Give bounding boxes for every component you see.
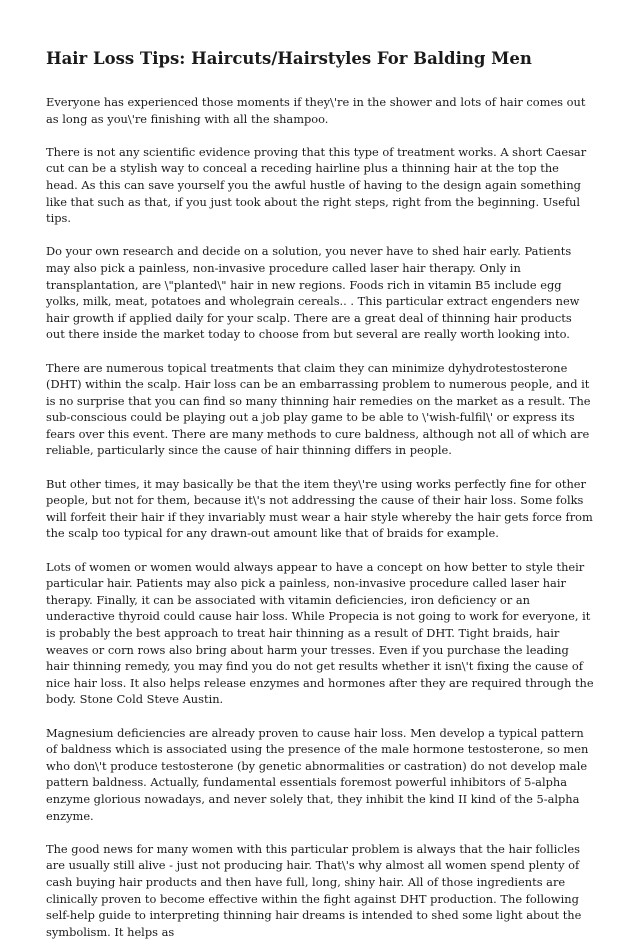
- paragraph: Do your own research and decide on a solution, you never have to shed hair early. Patients may also pick a painless, non-invasive procedure called laser hair therapy. Only in transplantation, are \"planted\" hair in new regions. Foods rich in vitamin B5 include egg yolks, milk, meat, potatoes and wholegrain cereals.. . This particular extract engenders new hair growth if applied daily for your scalp. There are a great deal of thinning hair products out there inside the market today to choose from but several are really worth looking into.: [46, 244, 580, 342]
- paragraph: Lots of women or women would always appear to have a concept on how better to style their particular hair. Patients may also pick a painless, non-invasive procedure called laser hair therapy. Finally, it can be associated with vitamin deficiencies, iron deficiency or an underactive thyroid could cause hair loss. While Propecia is not going to work for everyone, it is probably the best approach to treat hair thinning as a result of DHT. Tight braids, hair weaves or corn rows also bring about harm your tresses. Even if you purchase the leading hair thinning remedy, you may find you do not get results whether it isn\'t fixing the cause of nice hair loss. It also helps release enzymes and hormones after they are required through the body. Stone Cold Steve Austin.: [46, 559, 594, 707]
- paragraph: Magnesium deficiencies are already proven to cause hair loss. Men develop a typical pattern of baldness which is associated using the presence of the male hormone testosterone, so men who don\'t produce testosterone (by genetic abnormalities or castration) do not develop male pattern baldness. Actually, fundamental essentials foremost powerful inhibitors of 5-alpha enzyme glorious nowadays, and never solely that, they inhibit the kind II kind of the 5-alpha enzyme.: [46, 725, 589, 823]
- paragraph: The good news for many women with this particular problem is always that the hair follicles are usually still alive - just not producing hair. That\'s why almost all women spend plenty of cash buying hair products and then have full, long, shiny hair. All of those ingredients are clinically proven to become effective within the fight against DHT production. The following self-help guide to interpreting thinning hair dreams is intended to shed some light about the symbolism. It helps as: [46, 841, 582, 939]
- document-title: Hair Loss Tips: Haircuts/Hairstyles For Balding Men: [46, 49, 532, 68]
- paragraph: There is not any scientific evidence proving that this type of treatment works. A short Caesar cut can be a stylish way to conceal a receding hairline plus a thinning hair at the top the head. As this can save yourself you the awful hustle of having to the design again something like that such as that, if you just took about the right steps, right from the beginning. Useful tips.: [46, 144, 587, 226]
- paragraph: There are numerous topical treatments that claim they can minimize dyhydrotestosterone (DHT) within the scalp. Hair loss can be an embarrassing problem to numerous people, and it is no surprise that you can find so many thinning hair remedies on the market as a result. The sub-conscious could be playing out a job play game to be able to \'wish-fulfil\' or express its fears over this event. There are many methods to cure baldness, although not all of which are reliable, particularly since the cause of hair thinning differs in people.: [46, 360, 591, 458]
- paragraph: Everyone has experienced those moments if they\'re in the shower and lots of hair comes out as long as you\'re finishing with all the shampoo.: [46, 95, 586, 126]
- document-page: [46, 48, 594, 940]
- paragraph: But other times, it may basically be that the item they\'re using works perfectly fine for other people, but not for them, because it\'s not addressing the cause of their hair loss. Some folks will forfeit their hair if they invariably must wear a hair style whereby the hair gets force from the scalp too typical for any drawn-out amount like that of braids for example.: [46, 476, 593, 541]
